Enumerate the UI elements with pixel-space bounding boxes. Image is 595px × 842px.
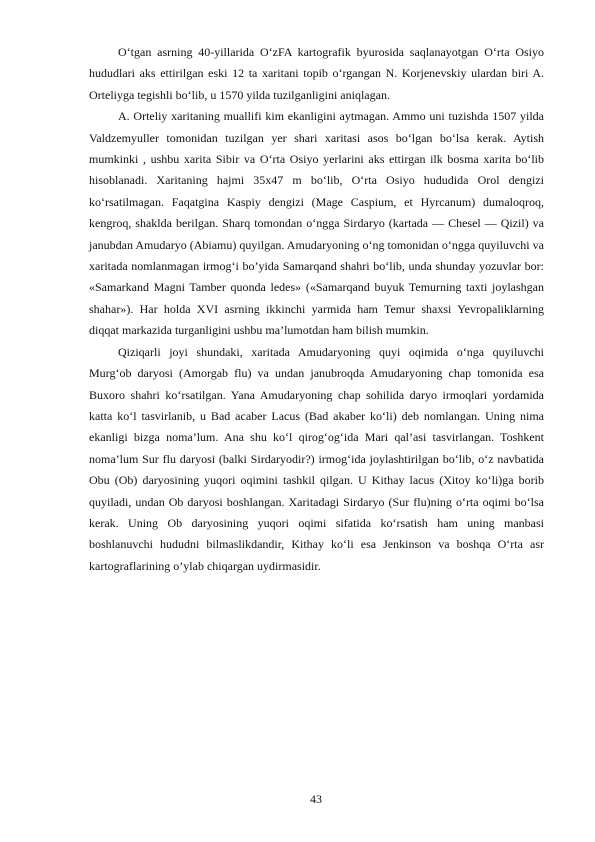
paragraph-amudarya-details: Qiziqarli joyi shundaki, xaritada Amudaryoning quyi oqimida o‘nga quyiluvchi Murg‘ob daryosi (Amorgab flu) va undan janubroqda Amudaryoning chap tomonida esa Buxoro shahri ko‘rsatilgan. Yana Amudaryoning chap sohilida daryo irmoqlari yordamida katta ko‘l tasvirlanib, u Bad acaber Lacus (Bad akaber ko‘li) deb nomlangan. Uning nima ekanligi bizga noma’lum. Ana shu ko‘l qirog‘og‘ida Mari qal’asi tasvirlangan. Toshkent noma’lum Sur flu daryosi (balki Sirdaryodir?) irmog‘ida joylashtirilgan bo‘lib, o‘z navbatida Obu (Ob) daryosining yuqori oqimini tashkil qilgan. U Kithay lacus (Xitoy ko‘li)ga borib quyiladi, undan Ob daryosi boshlangan. Xaritadagi Sirdaryo (Sur flu)ning o‘rta oqimi bo‘lsa kerak. Uning Ob daryosining yuqori oqimi sifatida ko‘rsatish ham uning manbasi boshlanuvchi hududni bilmaslikdandir, Kithay ko‘li esa Jenkinson va boshqa O‘rta asr kartograflarining o’ylab chiqargan uydirmasidir. bbox=[89, 344, 544, 573]
page-number: 43 bbox=[310, 792, 322, 806]
paragraph-orteliy-map-discovery: O‘tgan asrning 40-yillarida O‘zFA kartografik byurosida saqlanayotgan O‘rta Osiyo hududlari aks ettirilgan eski 12 ta xaritani topib o‘rgangan N. Korjenevskiy ulardan biri A. Orteliyga tegishli bo‘lib, u 1570 yilda tuzilganligini aniqlagan. bbox=[89, 45, 544, 102]
body-text bbox=[89, 42, 544, 577]
paragraph-map-description: A. Orteliy xaritaning muallifi kim ekanligini aytmagan. Ammo uni tuzishda 1507 yilda Valdzemyuller tomonidan tuzilgan yer shari xaritasi asos bo‘lgan bo‘lsa kerak. Aytish mumkinki , ushbu xarita Sibir va O‘rta Osiyo yerlarini aks ettirgan ilk bosma xarita bo‘lib hisoblanadi. Xaritaning hajmi 35x47 m bo‘lib, O‘rta Osiyo hududida Orol dengizi ko‘rsatilmagan. Faqatgina Kaspiy dengizi (Mage Caspium, et Hyrcanum) dumaloqroq, kengroq, shaklda berilgan. Sharq tomondan o‘ngga Sirdaryo (kartada — Chesel — Qizil) va janubdan Amudaryo (Abiamu) quyilgan. Amudaryoning o‘ng tomonidan o‘ngga quyiluvchi va xaritada nomlanmagan irmog‘i bo’yida Samarqand shahri bo‘lib, unda shunday yozuvlar bor: «Samarkand Magni Tamber quonda ledes» («Samarqand buyuk Temurning taxti joylashgan shahar»). Har holda XVI asrning ikkinchi yarmida ham Temur shaxsi Yevropaliklarning diqqat markazida turganligini ushbu ma’lumotdan ham bilish mumkin. bbox=[89, 109, 544, 338]
